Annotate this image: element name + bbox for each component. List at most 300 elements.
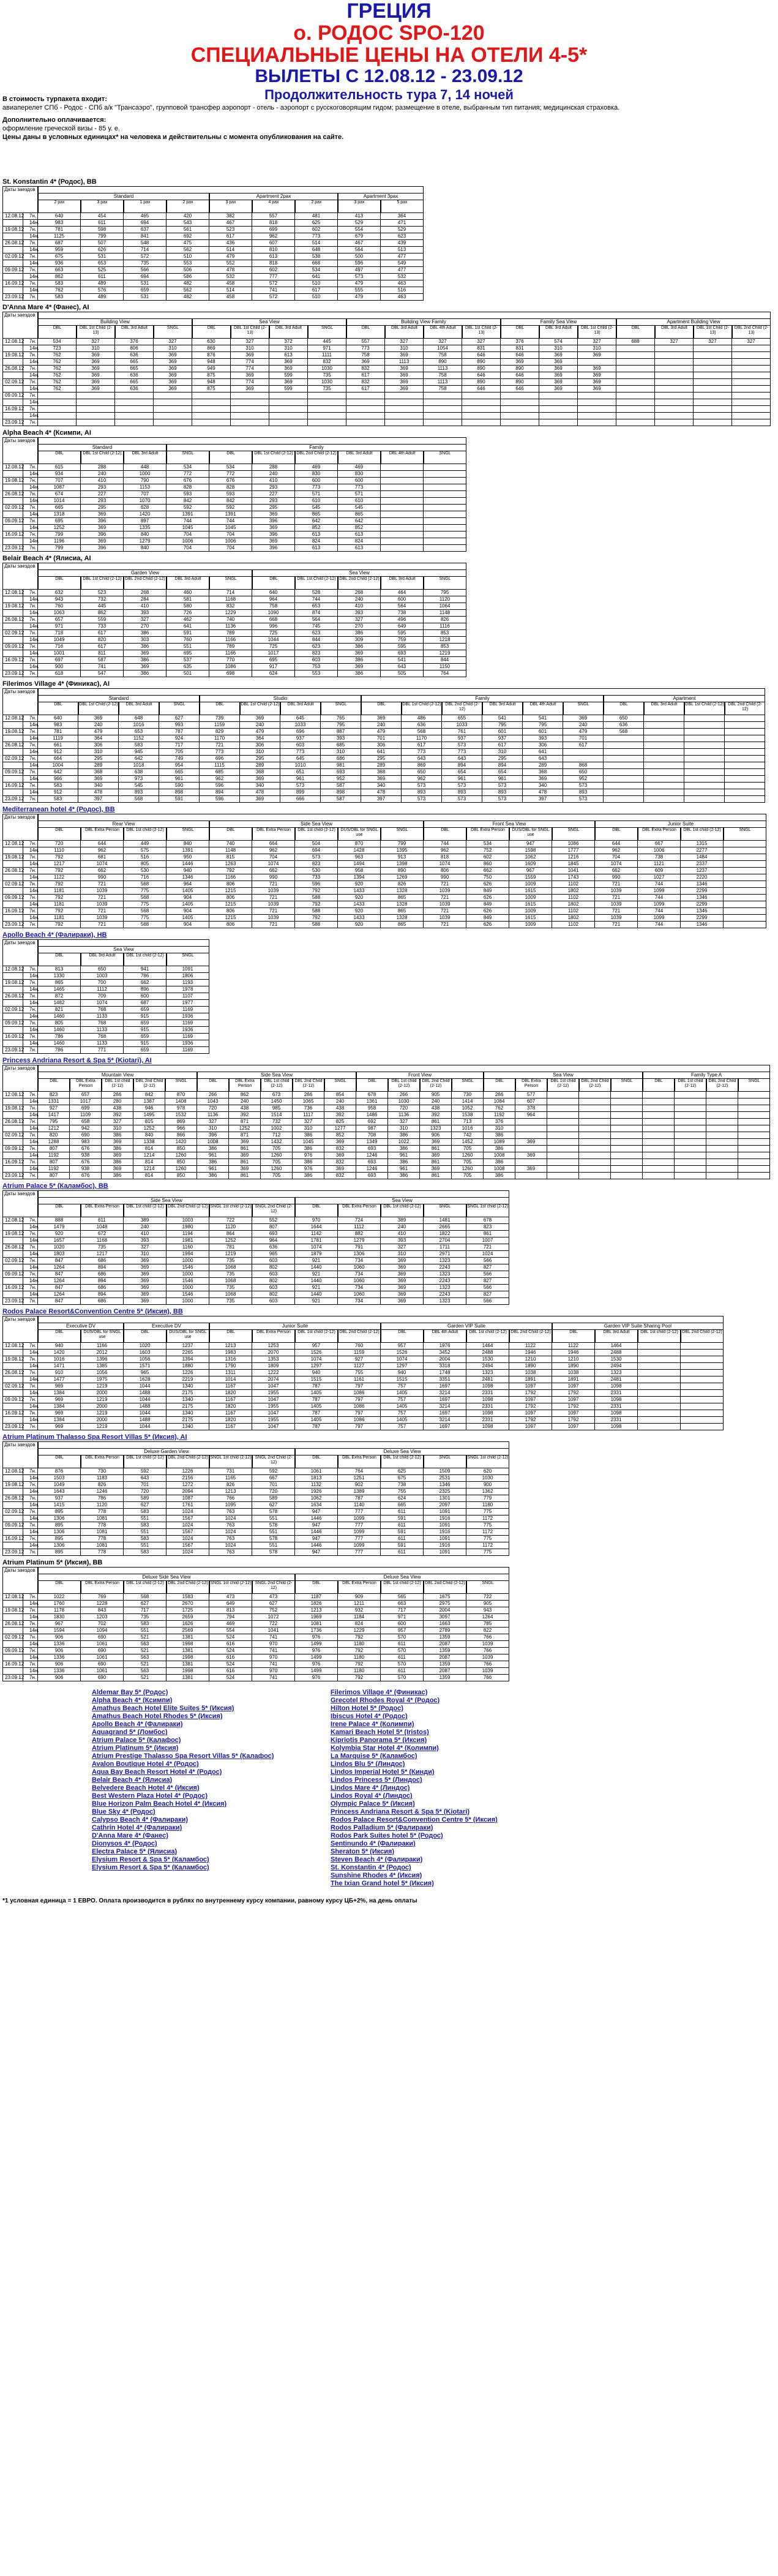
price-cell: 811 xyxy=(81,650,124,657)
price-cell: 665 xyxy=(115,359,154,366)
price-cell: 1133 xyxy=(81,1027,124,1034)
price-cell: 481 xyxy=(295,213,338,220)
price-cell: 2070 xyxy=(252,1350,295,1356)
nights-count: 7н. xyxy=(23,1370,38,1376)
price-cell: 1183 xyxy=(81,1475,124,1482)
hotel-link[interactable]: Steven Beach 4* (Фалираки) xyxy=(331,1856,423,1863)
price-cell: 1180 xyxy=(338,1668,381,1675)
price-cell: 973 xyxy=(119,776,159,783)
hotel-link[interactable]: Alpha Beach 4* (Ксимпи) xyxy=(92,1697,173,1704)
price-cell: 369 xyxy=(338,650,381,657)
price-cell: 623 xyxy=(295,644,338,650)
price-row xyxy=(2,1356,724,1363)
price-cell: 507 xyxy=(81,240,124,247)
occupancy-header: DBL 4th Adult xyxy=(424,325,462,339)
price-cell: 617 xyxy=(346,386,385,392)
price-cell xyxy=(115,399,154,406)
price-cell: 943 xyxy=(38,596,81,603)
occupancy-header: DBL xyxy=(38,1329,81,1343)
price-cell xyxy=(38,406,77,413)
price-cell: 1306 xyxy=(338,1251,381,1258)
price-cell: 369 xyxy=(229,1139,261,1146)
price-cell: 1229 xyxy=(338,1628,381,1634)
price-cell xyxy=(675,1159,706,1166)
price-cell: 280 xyxy=(102,1098,133,1105)
hotel-link[interactable]: Atrium Prestige Thalasso Spa Resort Villas 5* (Калафос) xyxy=(92,1752,274,1760)
price-cell: 369 xyxy=(381,1285,424,1291)
hotel-link[interactable]: Olympic Palace 5* (Иксия) xyxy=(331,1800,415,1808)
price-cell: 735 xyxy=(124,260,166,267)
hotel-link[interactable]: La Marquise 5* (Каламбос) xyxy=(331,1752,417,1760)
price-cell: 1030 xyxy=(308,379,346,386)
price-cell: 792 xyxy=(295,915,338,922)
price-cell xyxy=(655,366,694,372)
price-cell: 369 xyxy=(124,1298,166,1305)
price-cell: 721 xyxy=(252,908,295,915)
hotel-link[interactable]: D'Anna Mare 4* (Фанес) xyxy=(92,1832,168,1839)
price-cell: 479 xyxy=(338,280,381,287)
price-cell: 1038 xyxy=(552,1370,595,1376)
price-cell: 1116 xyxy=(424,623,466,630)
price-cell xyxy=(694,392,732,399)
price-cell: 529 xyxy=(338,220,381,227)
price-cell: 524 xyxy=(209,1634,252,1641)
hotel-link[interactable]: Atrium Palace 5* (Калафос) xyxy=(92,1737,181,1744)
hotel-title[interactable]: Rodos Palace Resort&Convention Centre 5* (Иксия), BB xyxy=(2,1308,183,1315)
price-cell: 1297 xyxy=(381,1363,424,1370)
price-cell: 1260 xyxy=(165,1166,197,1173)
price-cell: 464 xyxy=(381,590,424,596)
price-cell: 653 xyxy=(81,260,124,267)
price-cell: 958 xyxy=(356,1105,388,1112)
hotel-link[interactable]: Amathus Beach Hotel Elite Suites 5* (Иксия) xyxy=(92,1705,234,1712)
price-cell: 1567 xyxy=(166,1529,209,1536)
price-cell: 627 xyxy=(124,1601,166,1607)
price-cell: 701 xyxy=(252,1482,295,1489)
price-cell: 564 xyxy=(381,603,424,610)
hotel-link[interactable]: Aquagrand 5* (Ломбос) xyxy=(92,1729,168,1736)
hotel-link[interactable]: Sentinundo 4* (Фалираки) xyxy=(331,1840,416,1847)
price-cell: 1222 xyxy=(252,1370,295,1376)
price-cell: 534 xyxy=(166,464,209,471)
arrival-date xyxy=(2,1139,23,1146)
hotel-link[interactable]: Rodos Palladium 5* (Фалираки) xyxy=(331,1824,433,1831)
date-header-label: Даты заездов xyxy=(2,1567,38,1594)
price-cell xyxy=(643,1139,675,1146)
price-cell: 744 xyxy=(424,841,466,847)
room-category-header: Sea View xyxy=(252,569,466,576)
price-cell: 641 xyxy=(523,749,563,756)
price-cell: 1978 xyxy=(166,986,209,993)
occupancy-header: DBL Extra Person xyxy=(338,1455,381,1468)
arrival-date xyxy=(2,986,23,993)
nights-count: 7н. xyxy=(23,1424,38,1430)
arrival-date: 19.08.12 xyxy=(2,603,23,610)
arrival-date: 19.08.12 xyxy=(2,1231,23,1237)
price-cell xyxy=(308,413,346,419)
price-cell: 386 xyxy=(293,1132,324,1139)
price-cell: 1634 xyxy=(295,1502,338,1509)
price-cell: 1091 xyxy=(166,966,209,973)
hotel-link[interactable]: Elysium Resort & Spa 5* (Каламбос) xyxy=(92,1864,209,1871)
price-cell: 948 xyxy=(192,359,231,366)
price-cell: 369 xyxy=(523,776,563,783)
hotel-link[interactable]: Dionysos 4* (Родос) xyxy=(92,1840,157,1847)
hotel-title[interactable]: Atrium Platinum Thalasso Spa Resort Villas 5* (Иксия), AI xyxy=(2,1433,187,1441)
price-cell: 773 xyxy=(402,749,442,756)
hotel-link[interactable]: Kamari Beach Hotel 5* (Iristos) xyxy=(331,1729,429,1736)
price-cell: 792 xyxy=(295,901,338,908)
hotel-link[interactable]: Hilton Hotel 5* (Родос) xyxy=(331,1705,403,1712)
price-cell: 573 xyxy=(442,796,482,803)
price-cell: 676 xyxy=(209,478,252,484)
price-cell xyxy=(706,1112,738,1119)
price-cell: 2331 xyxy=(466,1390,509,1397)
price-cell xyxy=(738,1105,770,1112)
hotel-link[interactable]: Belair Beach 4* (Ялисиа) xyxy=(92,1776,173,1784)
price-cell: 665 xyxy=(38,505,81,511)
price-cell: 551 xyxy=(252,1515,295,1522)
price-row xyxy=(2,1594,509,1601)
price-cell: 1044 xyxy=(124,1397,166,1403)
price-cell xyxy=(644,796,684,803)
price-cell: 905 xyxy=(420,1092,452,1098)
occupancy-header: DBL 3rd Adult xyxy=(655,325,694,339)
price-row xyxy=(2,1343,724,1350)
hotel-link[interactable]: Irene Palace 4* (Колимпи) xyxy=(331,1721,414,1728)
price-cell: 806 xyxy=(209,895,252,901)
hotel-link[interactable]: Lindos Mare 4* (Линдос) xyxy=(331,1784,410,1792)
price-cell xyxy=(192,406,231,413)
price-cell: 1460 xyxy=(38,1027,81,1034)
occupancy-header: DBL xyxy=(192,325,231,339)
price-cell: 554 xyxy=(338,227,381,233)
price-cell: 1761 xyxy=(166,1502,209,1509)
occupancy-header: DBL 2nd Child (2-12) xyxy=(706,1078,738,1092)
price-cell: 369 xyxy=(77,359,115,366)
occupancy-header: DBL xyxy=(38,325,77,339)
price-cell: 524 xyxy=(209,1675,252,1681)
arrival-date xyxy=(2,1502,23,1509)
occupancy-header: DBL 2nd Child (2-12) xyxy=(124,576,166,590)
price-cell: 699 xyxy=(70,1105,102,1112)
arrival-date xyxy=(2,274,23,280)
arrival-date xyxy=(2,287,23,294)
price-cell: 1039 xyxy=(595,915,638,922)
price-cell: 947 xyxy=(295,1509,338,1515)
arrival-date xyxy=(2,1237,23,1244)
hotel-title[interactable]: Princess Andriana Resort & Spa 5* (Kiotari), AI xyxy=(2,1057,152,1064)
price-cell: 1260 xyxy=(261,1152,293,1159)
price-cell: 529 xyxy=(381,227,424,233)
price-cell: 506 xyxy=(166,267,209,274)
price-cell xyxy=(547,1146,579,1152)
price-cell: 573 xyxy=(563,796,604,803)
price-cell: 1045 xyxy=(209,525,252,531)
hotel-link[interactable]: Aldemar Bay 5* (Родос) xyxy=(92,1689,168,1696)
price-cell: 1170 xyxy=(402,735,442,742)
hotel-link[interactable]: Electra Palace 5* (Ялисиа) xyxy=(92,1848,178,1855)
hotel-link[interactable]: Apollo Beach 4* (Фалираки) xyxy=(92,1721,183,1728)
price-cell: 876 xyxy=(192,352,231,359)
price-cell: 369 xyxy=(77,379,115,386)
hotel-link[interactable]: Avalon Boutique Hotel 4* (Родос) xyxy=(92,1760,199,1768)
price-cell: 3214 xyxy=(424,1390,466,1397)
price-cell: 1323 xyxy=(424,1298,466,1305)
hotel-title[interactable]: Mediterranean hotel 4* (Родос), BB xyxy=(2,806,115,813)
hotel-link[interactable]: Lindos Blu 5* (Линдос) xyxy=(331,1760,405,1768)
price-cell: 957 xyxy=(381,1343,424,1350)
price-cell xyxy=(515,1159,547,1166)
occupancy-header: DBL 3rd Adult xyxy=(115,325,154,339)
hotel-title[interactable]: Atrium Palace 5* (Каламбос), BB xyxy=(2,1182,108,1190)
arrival-date xyxy=(2,776,23,783)
hotel-link[interactable]: Elysium Resort & Spa 5* (Каламбос) xyxy=(92,1856,209,1863)
price-row xyxy=(2,670,466,677)
price-cell: 704 xyxy=(166,545,209,552)
price-cell: 369 xyxy=(539,372,578,379)
arrival-date: 09.09.12 xyxy=(2,1271,23,1278)
country-title: ГРЕЦИЯ xyxy=(346,0,432,23)
price-cell: 1099 xyxy=(638,915,681,922)
hotel-section xyxy=(2,178,775,299)
price-cell: 1446 xyxy=(295,1529,338,1536)
price-cell: 583 xyxy=(124,1549,166,1556)
hotel-link[interactable]: Princess Andriana Resort & Spa 5* (Kiotari) xyxy=(331,1808,469,1816)
hotel-link[interactable]: Blue Horizon Palm Beach Hotel 4* (Иксия) xyxy=(92,1800,227,1808)
price-cell: 1340 xyxy=(166,1424,209,1430)
price-cell: 709 xyxy=(81,993,124,1000)
price-cell xyxy=(684,776,725,783)
price-cell: 1022 xyxy=(388,1139,420,1146)
price-cell: 1237 xyxy=(681,868,724,874)
price-cell xyxy=(515,1173,547,1179)
price-cell xyxy=(655,406,694,413)
price-cell: 861 xyxy=(466,1231,509,1237)
price-cell: 898 xyxy=(321,789,361,796)
price-cell: 795 xyxy=(523,722,563,729)
hotel-link[interactable]: Atrium Platinum 5* (Иксия) xyxy=(92,1744,179,1752)
hotel-link[interactable]: Rodos Palace Resort&Convention Centre 5* (Иксия) xyxy=(331,1816,498,1823)
price-cell: 386 xyxy=(293,1146,324,1152)
price-cell xyxy=(655,345,694,352)
price-cell: 1121 xyxy=(638,861,681,868)
price-cell: 1110 xyxy=(38,847,81,854)
price-cell xyxy=(725,756,765,762)
nights-count: 7н. xyxy=(23,1675,38,1681)
price-cell xyxy=(681,1370,724,1376)
occupancy-header: DBL 1st child (2-12) xyxy=(124,1455,166,1468)
included-text: авиаперелет СПб - Родос - СПб а/к "Трансаэро", групповой трансфер аэропорт - отель - аэропорт с русскоговорящим гидом; размещение в отеле, выбранным тип питания; медицинская страховка. xyxy=(2,104,620,111)
price-cell: 592 xyxy=(124,1468,166,1475)
price-cell xyxy=(725,715,765,722)
arrival-date: 12.08.12 xyxy=(2,966,23,973)
hotel-link[interactable]: Blue Sky 4* (Родос) xyxy=(92,1808,155,1816)
price-row xyxy=(2,1475,509,1482)
price-cell: 396 xyxy=(252,545,295,552)
intro-block xyxy=(2,95,774,141)
hotel-link[interactable]: Calypso Beach 4* (Фалираки) xyxy=(92,1816,189,1823)
price-cell: 644 xyxy=(595,841,638,847)
arrival-date: 26.08.12 xyxy=(2,366,23,372)
occupancy-header: DBL 2nd Child (2-12) xyxy=(295,451,338,464)
price-cell: 1033 xyxy=(280,722,321,729)
arrival-date: 23.09.12 xyxy=(2,419,23,426)
price-cell: 1532 xyxy=(165,1112,197,1119)
price-cell: 623 xyxy=(381,233,424,240)
arrival-date: 12.08.12 xyxy=(2,1092,23,1098)
price-cell: 826 xyxy=(381,881,424,888)
price-cell: 617 xyxy=(209,233,252,240)
price-row xyxy=(2,742,765,749)
hotel-link[interactable]: St. Konstantin 4* (Родос) xyxy=(331,1864,411,1871)
price-cell: 386 xyxy=(338,630,381,637)
price-cell: 1316 xyxy=(209,1356,252,1363)
price-cell: 758 xyxy=(346,352,385,359)
nights-count: 14н. xyxy=(23,1237,38,1244)
price-cell: 1460 xyxy=(38,1040,81,1047)
price-cell xyxy=(611,1166,643,1173)
price-cell: 659 xyxy=(124,1020,166,1027)
price-cell: 949 xyxy=(192,366,231,372)
price-cell: 295 xyxy=(78,756,119,762)
price-cell: 636 xyxy=(252,1244,295,1251)
price-row xyxy=(2,796,765,803)
price-cell: 1112 xyxy=(338,1224,381,1231)
price-cell: 568 xyxy=(124,908,166,915)
price-cell xyxy=(694,386,732,392)
price-cell: 895 xyxy=(38,1522,81,1529)
hotel-link[interactable]: Filerimos Village 4* (Финикас) xyxy=(331,1689,428,1696)
price-cell: 823 xyxy=(466,1224,509,1231)
price-cell: 1546 xyxy=(166,1291,209,1298)
price-cell: 568 xyxy=(604,729,644,735)
price-cell: 1120 xyxy=(81,1502,124,1509)
price-cell xyxy=(655,386,694,392)
price-cell: 1546 xyxy=(166,1264,209,1271)
price-cell: 850 xyxy=(165,1173,197,1179)
price-cell: 662 xyxy=(124,980,166,986)
header-top-line xyxy=(38,312,771,318)
price-cell: 1891 xyxy=(552,1376,595,1383)
price-cell xyxy=(638,1356,681,1363)
hotel-link[interactable]: Aqua Bay Beach Resort Hotel 4* (Родос) xyxy=(92,1768,222,1776)
nights-count: 14н. xyxy=(23,345,38,352)
hotel-link[interactable]: Ibiscus Hotel 4* (Родос) xyxy=(331,1713,408,1720)
price-cell xyxy=(308,399,346,406)
nights-count: 14н. xyxy=(23,861,38,868)
hotel-link[interactable]: Lindos Princess 5* (Линдос) xyxy=(331,1776,422,1784)
nights-count: 7н. xyxy=(23,1522,38,1529)
price-cell: 645 xyxy=(280,715,321,722)
price-cell xyxy=(604,762,644,769)
price-cell xyxy=(269,399,308,406)
nights-count: 14н. xyxy=(23,1641,38,1648)
price-cell: 775 xyxy=(466,1536,509,1542)
hotel-link[interactable]: Cathrin Hotel 4* (Фалираки) xyxy=(92,1824,182,1831)
price-cell: 591 xyxy=(381,1529,424,1536)
price-cell: 1977 xyxy=(166,1000,209,1007)
arrival-date xyxy=(2,1542,23,1549)
occupancy-header: DBL 1st child (2-12) xyxy=(295,827,338,841)
hotel-title[interactable]: Apollo Beach 4* (Фалираки), HB xyxy=(2,931,107,939)
hotel-link[interactable]: Best Western Plaza Hotel 4* (Родос) xyxy=(92,1792,208,1800)
nights-count: 7н. xyxy=(23,1607,38,1614)
price-cell: 945 xyxy=(119,749,159,756)
price-cell: 1018 xyxy=(119,762,159,769)
hotel-link[interactable]: Amathus Beach Hotel Rhodes 5* (Иксия) xyxy=(92,1713,223,1720)
hotel-link[interactable]: Kipriotis Panorama 5* (Иксия) xyxy=(331,1737,427,1744)
price-row xyxy=(2,1258,509,1264)
hotel-link[interactable]: Sheraton 5* (Иксия) xyxy=(331,1848,395,1855)
price-cell: 603 xyxy=(280,742,321,749)
hotel-link[interactable]: Belvedere Beach Hotel 4* (Иксия) xyxy=(92,1784,200,1792)
hotel-link[interactable]: Lindos Royal 4* (Линдос) xyxy=(331,1792,413,1800)
hotel-link[interactable]: Sunshine Rhodes 4* (Иксия) xyxy=(331,1872,422,1879)
price-cell: 410 xyxy=(381,1231,424,1237)
price-cell: 983 xyxy=(70,1139,102,1146)
price-cell: 588 xyxy=(295,895,338,901)
price-cell: 1389 xyxy=(338,1489,381,1495)
price-cell xyxy=(115,392,154,399)
occupancy-header: DBL 1st child (2-12) xyxy=(381,1580,424,1594)
price-cell: 1760 xyxy=(38,1601,81,1607)
nights-count: 7н. xyxy=(23,1536,38,1542)
price-cell: 1094 xyxy=(81,1628,124,1634)
hotel-link[interactable]: Kolymbia Star Hotel 4* (Колимпи) xyxy=(331,1744,439,1752)
hotel-link[interactable]: Grecotel Rhodes Royal 4* (Родос) xyxy=(331,1697,440,1704)
hotel-link[interactable]: The Ixian Grand hotel 5* (Иксия) xyxy=(331,1880,434,1887)
hotel-link[interactable]: Rodos Park Suites hotel 5* (Родос) xyxy=(331,1832,443,1839)
price-cell: 1229 xyxy=(209,610,252,617)
price-cell: 636 xyxy=(115,386,154,392)
price-cell: 1063 xyxy=(38,610,81,617)
price-cell: 410 xyxy=(81,478,124,484)
price-cell: 1098 xyxy=(466,1424,509,1430)
price-cell: 469 xyxy=(338,464,381,471)
hotel-link[interactable]: Lindos Imperial Hotel 5* (Кинди) xyxy=(331,1768,435,1776)
price-row xyxy=(2,1668,509,1675)
arrival-date: 26.08.12 xyxy=(2,491,23,498)
price-cell: 721 xyxy=(81,908,124,915)
price-cell: 516 xyxy=(381,287,424,294)
date-header-label: Даты заездов xyxy=(2,312,38,339)
price-cell: 792 xyxy=(338,1661,381,1668)
price-cell: 1546 xyxy=(166,1278,209,1285)
nights-count: 7н. xyxy=(23,841,38,847)
price-cell: 534 xyxy=(295,267,338,274)
price-cell: 734 xyxy=(338,1285,381,1291)
price-grid xyxy=(2,814,766,928)
hotel-section xyxy=(2,1307,775,1429)
arrival-date xyxy=(2,1654,23,1661)
price-cell: 641 xyxy=(295,274,338,280)
price-cell: 772 xyxy=(166,471,209,478)
price-cell: 705 xyxy=(261,1159,293,1166)
price-cell: 438 xyxy=(229,1105,261,1112)
price-cell xyxy=(706,1173,738,1179)
arrival-date xyxy=(2,1417,23,1424)
nights-count: 7н. xyxy=(23,1482,38,1489)
price-cell xyxy=(154,419,192,426)
price-cell: 489 xyxy=(81,294,124,301)
price-cell: 327 xyxy=(655,339,694,345)
price-cell: 890 xyxy=(501,366,539,372)
price-cell: 965 xyxy=(252,1251,295,1258)
price-cell xyxy=(616,372,655,379)
price-cell: 725 xyxy=(252,630,295,637)
price-row xyxy=(2,650,466,657)
